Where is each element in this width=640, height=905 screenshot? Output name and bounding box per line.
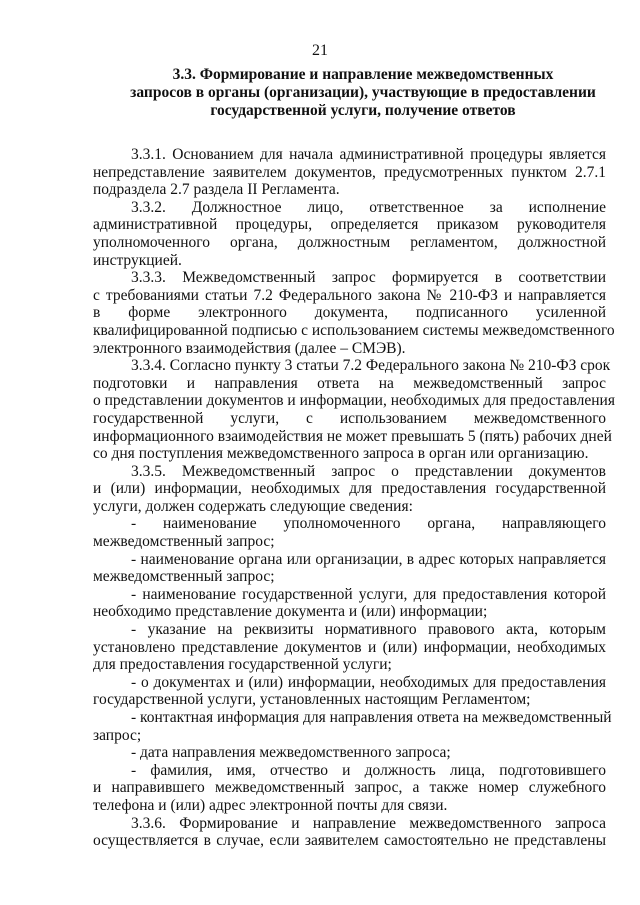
text-line: электронного взаимодействия (далее – СМЭВ).	[93, 339, 406, 357]
list-item	[93, 621, 606, 674]
text-line: - дата направления межведомственного запроса;	[131, 744, 451, 762]
text-line: 3.3.5. Межведомственный запрос о представлении документов	[131, 462, 606, 480]
text-line: телефона и (или) адрес электронной почты для связи.	[93, 796, 448, 814]
paragraph	[93, 146, 606, 199]
text-line: для предоставления государственной услуги;	[93, 656, 392, 674]
text-line: информационного взаимодействия не может превышать 5 (пять) рабочих дней	[93, 427, 612, 445]
text-line: - указание на реквизиты нормативного правового акта, которым	[131, 621, 606, 639]
text-line: и направившего межведомственный запрос, а также номер служебного	[93, 779, 606, 797]
text-line: межведомственный запрос;	[93, 533, 275, 551]
text-line: подраздела 2.7 раздела II Регламента.	[93, 181, 340, 199]
list-item	[93, 744, 606, 762]
text-line: уполномоченного органа, должностным регламентом, должностной	[93, 233, 606, 251]
text-line: - о документах и (или) информации, необходимых для предоставления	[131, 673, 606, 691]
text-line: услуги, должен содержать следующие сведения:	[93, 497, 413, 515]
text-line: межведомственный запрос;	[93, 568, 275, 586]
text-line: подготовки и направления ответа на межведомственный запрос	[93, 374, 606, 392]
paragraph	[93, 463, 606, 516]
text-line: 3.3.4. Согласно пункту 3 статьи 7.2 Федерального закона № 210-ФЗ срок	[131, 357, 611, 375]
text-line: о представлении документов и информации, необходимых для предоставления	[93, 392, 615, 410]
text-line: и (или) информации, необходимых для предоставления государственной	[93, 480, 606, 498]
text-line: с требованиями статьи 7.2 Федерального закона № 210-ФЗ и направляется	[93, 286, 606, 304]
text-line: государственной услуги, с использованием межведомственного	[93, 409, 606, 427]
list-item	[93, 709, 612, 744]
heading-line: государственной услуги, получение ответов	[210, 102, 516, 119]
section-heading	[120, 66, 606, 120]
heading-line: 3.3. Формирование и направление межведомственных	[172, 66, 554, 83]
text-line: - наименование органа или организации, в адрес которых направляется	[131, 550, 606, 568]
paragraph	[93, 357, 615, 463]
text-line: 3.3.6. Формирование и направление межведомственного запроса	[131, 814, 606, 832]
body-text	[93, 146, 615, 850]
text-line: запрос;	[93, 726, 142, 744]
list-item	[93, 674, 606, 709]
text-line: 3.3.2. Должностное лицо, ответственное за исполнение	[131, 198, 606, 216]
list-item	[93, 762, 606, 815]
paragraph	[93, 199, 606, 269]
text-line: в форме электронного документа, подписанного усиленной	[93, 304, 606, 322]
paragraph	[93, 815, 606, 850]
paragraph	[93, 269, 615, 357]
text-line: квалифицированной подписью с использованием системы межведомственного	[93, 321, 615, 339]
text-line: необходимо представление документа и (или) информации;	[93, 603, 488, 621]
text-line: осуществляется в случае, если заявителем самостоятельно не представлены	[93, 832, 606, 850]
text-line: - наименование государственной услуги, для предоставления которой	[131, 585, 606, 603]
text-line: 3.3.3. Межведомственный запрос формируется в соответствии	[131, 269, 606, 287]
text-line: государственной услуги, установленных настоящим Регламентом;	[93, 691, 531, 709]
text-line: - фамилия, имя, отчество и должность лица, подготовившего	[131, 761, 606, 779]
text-line: установлено представление документов и (или) информации, необходимых	[93, 638, 606, 656]
list-item	[93, 586, 606, 621]
text-line: непредставление заявителем документов, предусмотренных пунктом 2.7.1	[93, 163, 606, 181]
heading-line: запросов в органы (организации), участвующие в предоставлении	[130, 84, 596, 101]
text-line: - наименование уполномоченного органа, направляющего	[131, 515, 606, 533]
list-item	[93, 551, 606, 586]
text-line: - контактная информация для направления ответа на межведомственный	[131, 709, 612, 726]
text-line: инструкцией.	[93, 251, 182, 269]
text-line: 3.3.1. Основанием для начала административной процедуры является	[131, 146, 606, 163]
text-line: со дня поступления межведомственного запроса в орган или организацию.	[93, 445, 589, 463]
text-line: административной процедуры, определяется приказом руководителя	[93, 216, 606, 234]
page-number: 21	[312, 42, 328, 59]
list-item	[93, 515, 606, 550]
